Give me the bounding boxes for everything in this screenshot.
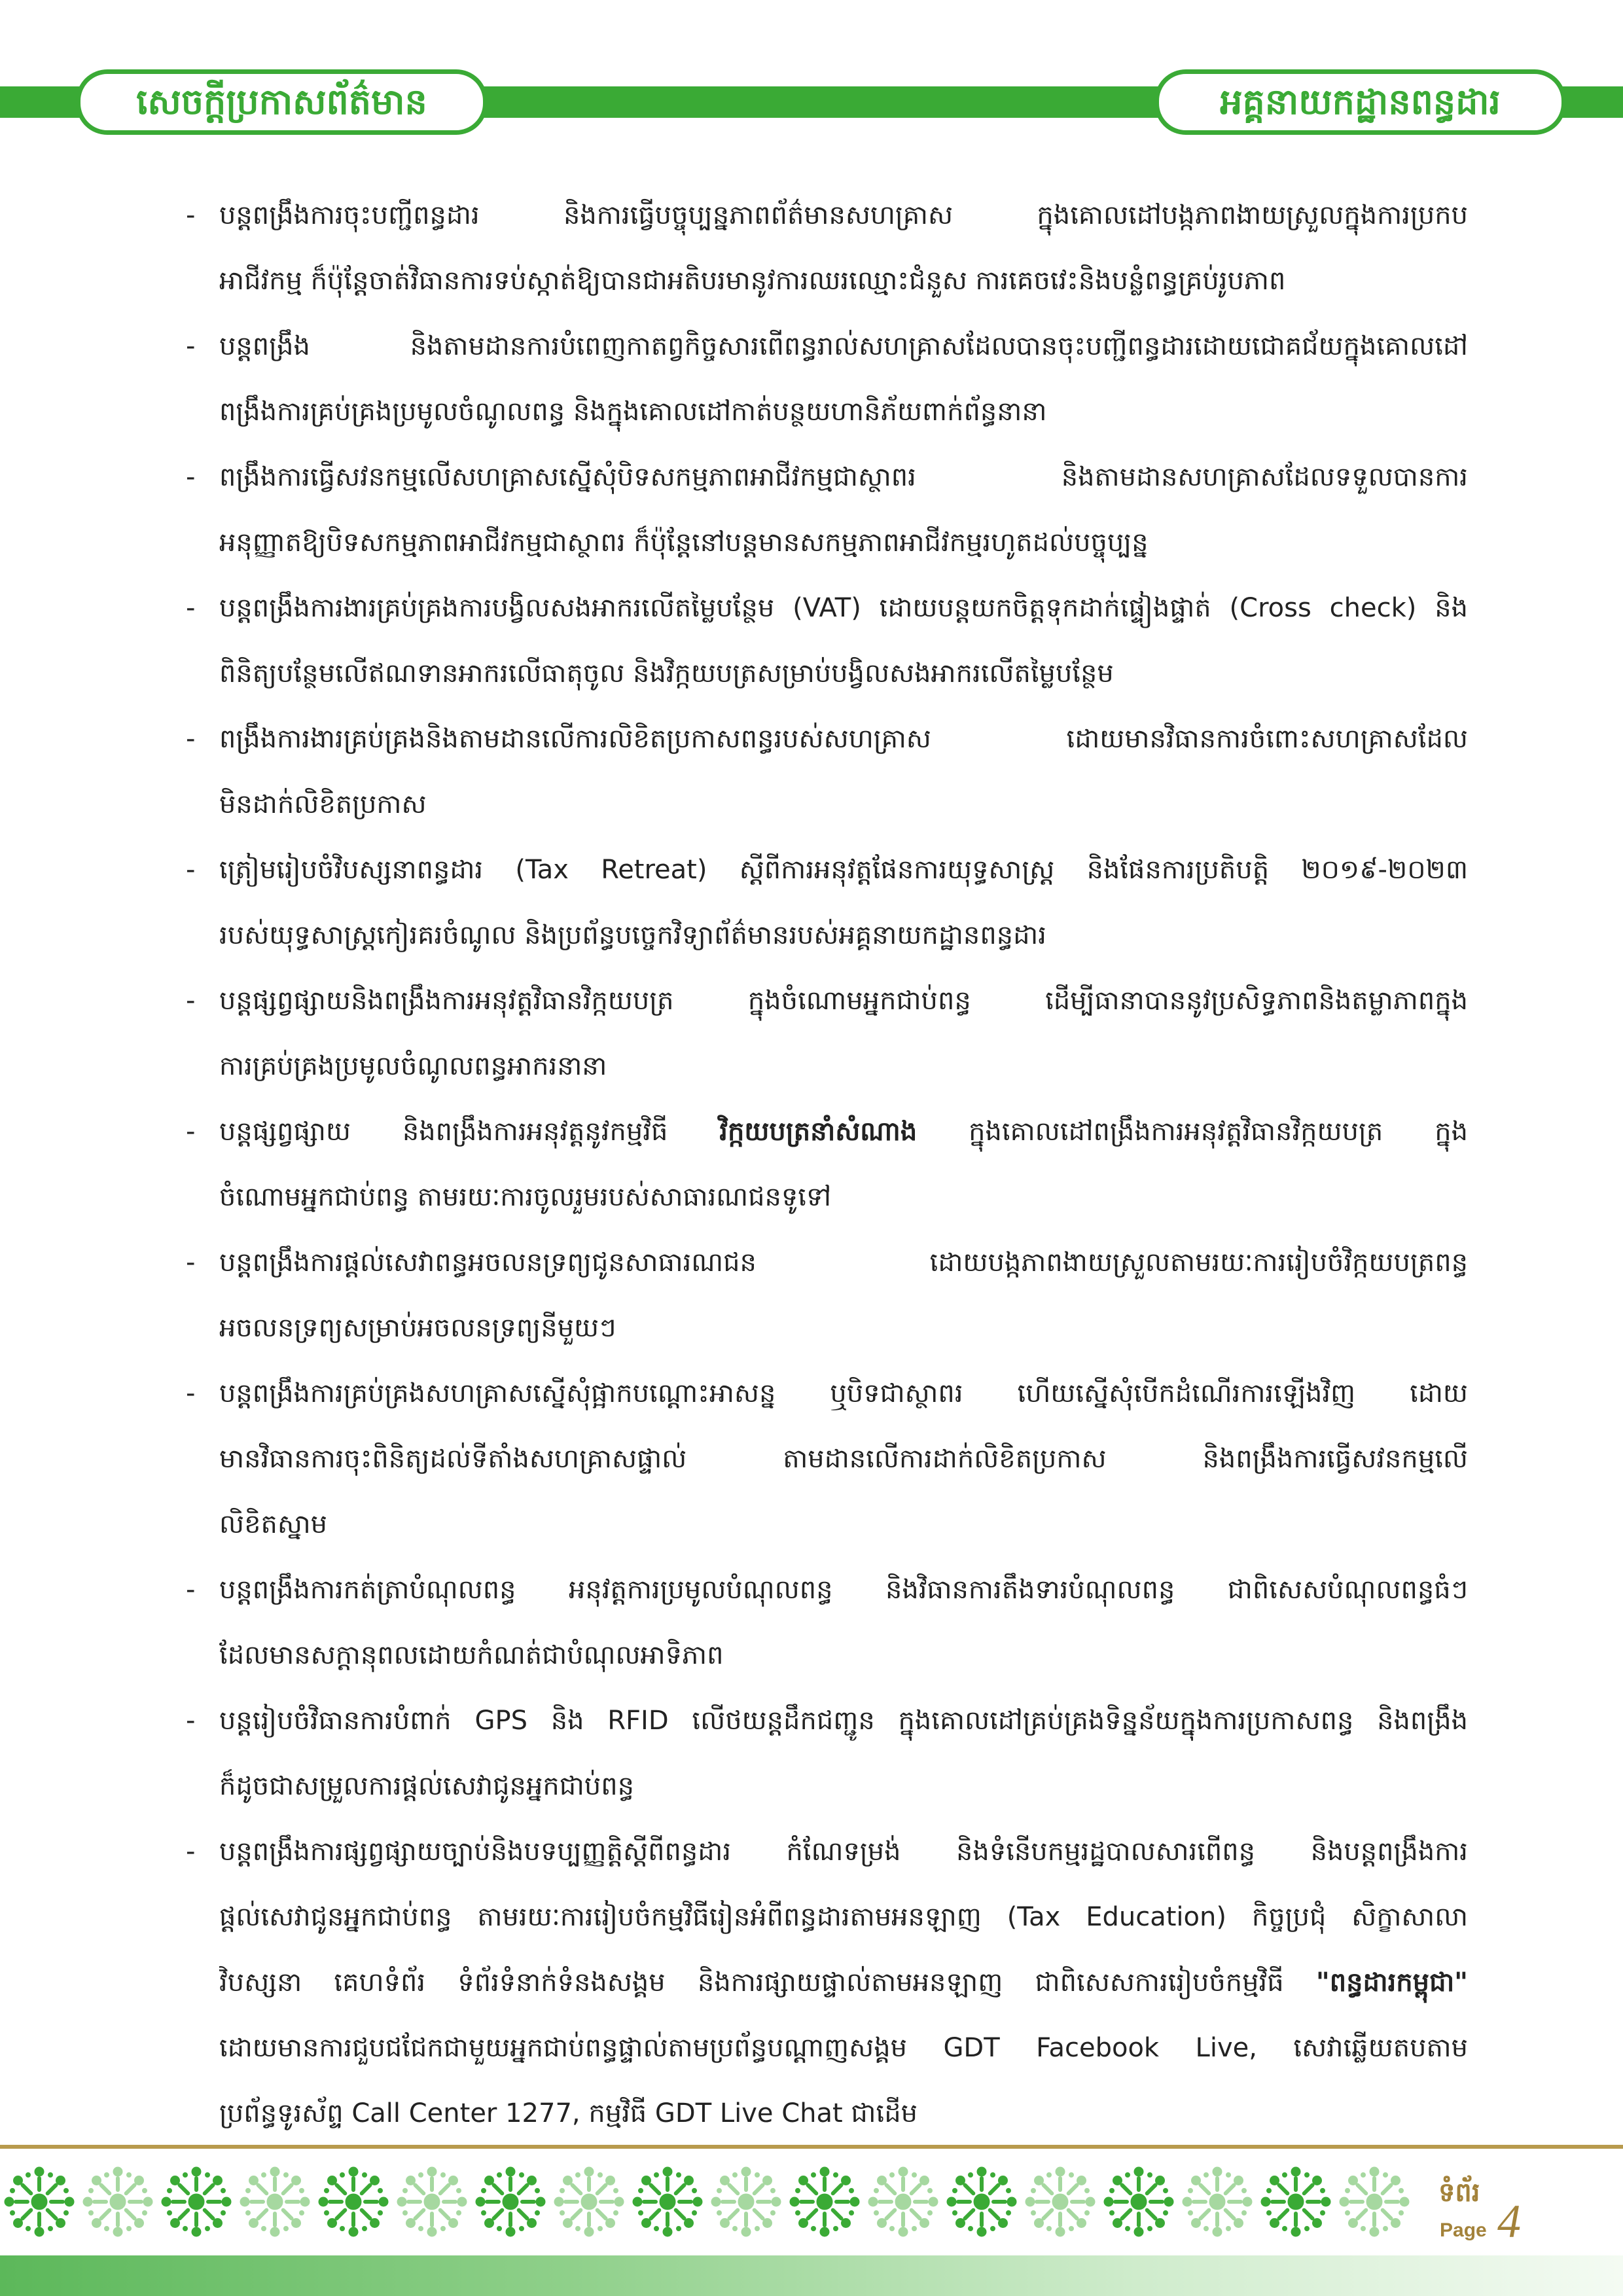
item-line: ផ្តល់សេវាជូនអ្នកជាប់ពន្ធ តាមរយៈការរៀបចំកម្មវិធីរៀនអំពីពន្ធដារតាមអនឡាញ (Tax Education) កិច្ចប្រជុំ សិក្ខាសាលា bbox=[219, 1902, 1468, 1932]
item-line: ត្រៀមរៀបចំវិបស្សនាពន្ធដារ (Tax Retreat) ស្តីពីការអនុវត្តផែនការយុទ្ធសាស្ត្រ និងផែនការប្រតិបត្តិ ២០១៩-២០២៣ bbox=[219, 855, 1468, 885]
list-item bbox=[186, 706, 1468, 837]
list-item bbox=[186, 1230, 1468, 1361]
bullet-marker: - bbox=[186, 1837, 196, 1867]
item-line: ពង្រឹងការងារគ្រប់គ្រងនិងតាមដានលើការលិខិតប្រកាសពន្ធរបស់សហគ្រាស ដោយមានវិធានការចំពោះសហគ្រាសដែល bbox=[219, 724, 1468, 754]
item-line: បន្តពង្រឹងការផ្សព្វផ្សាយច្បាប់និងបទប្បញ្ញត្តិស្តីពីពន្ធដារ កំណែទម្រង់ និងទំនើបកម្មរដ្ឋបាលសារពើពន្ធ និងបន្តពង្រឹងការ bbox=[219, 1837, 1468, 1867]
footer-gradient-band bbox=[0, 2255, 1623, 2296]
page-label-en: Page bbox=[1440, 2219, 1487, 2241]
item-line: ពង្រឹងការធ្វើសវនកម្មលើសហគ្រាសស្នើសុំបិទសកម្មភាពអាជីវកម្មជាស្ថាពរ និងតាមដានសហគ្រាសដែលទទួលបានការ bbox=[219, 462, 1468, 492]
bullet-marker: - bbox=[186, 1247, 196, 1278]
item-line: បន្តរៀបចំវិធានការបំពាក់ GPS និង RFID លើថយន្តដឹកជញ្ជូន ក្នុងគោលដៅគ្រប់គ្រងទិន្នន័យក្នុងការប្រកាសពន្ធ និងពង្រឹង bbox=[219, 1706, 1468, 1736]
item-line: បន្តពង្រឹងការកត់ត្រាបំណុលពន្ធ អនុវត្តការប្រមូលបំណុលពន្ធ និងវិធានការតឹងទារបំណុលពន្ធ ជាពិសេសបំណុលពន្ធធំៗ bbox=[219, 1575, 1468, 1605]
list-item bbox=[186, 968, 1468, 1099]
item-line: បន្តពង្រឹងការគ្រប់គ្រងសហគ្រាសស្នើសុំផ្អាកបណ្តោះអាសន្ន ឬបិទជាស្ថាពរ ហើយស្នើសុំបើកដំណើរការឡើងវិញ ដោយ bbox=[219, 1378, 1468, 1408]
item-line: លិខិតស្នាម bbox=[219, 1509, 328, 1539]
item-line: ពង្រឹងការគ្រប់គ្រងប្រមូលចំណូលពន្ធ និងក្នុងគោលដៅកាត់បន្ថយហានិភ័យពាក់ព័ន្ធនានា bbox=[219, 397, 1047, 427]
line-text: បន្តផ្សព្វផ្សាយ និងពង្រឹងការអនុវត្តនូវកម្មវិធី bbox=[219, 1117, 720, 1147]
list-item bbox=[186, 1361, 1468, 1557]
item-line: បន្តផ្សព្វផ្សាយនិងពង្រឹងការអនុវត្តវិធានវិក្កយបត្រ ក្នុងចំណោមអ្នកជាប់ពន្ធ ដើម្បីធានាបាននូវប្រសិទ្ធភាពនិងតម្លាភាពក្នុង bbox=[219, 986, 1468, 1016]
list-item bbox=[186, 1819, 1468, 2146]
item-line: ចំណោមអ្នកជាប់ពន្ធ តាមរយៈការចូលរួមរបស់សាធារណជនទូទៅ bbox=[219, 1182, 832, 1212]
content-list bbox=[186, 183, 1468, 2146]
line-text: វិបស្សនា គេហទំព័រ ទំព័រទំនាក់ទំនងសង្គម និងការផ្សាយផ្ទាល់តាមអនឡាញ ជាពិសេសការរៀបចំកម្មវិធី bbox=[219, 1967, 1316, 1998]
item-line: ដោយមានការជួបជជែកជាមួយអ្នកជាប់ពន្ធផ្ទាល់តាមប្រព័ន្ធបណ្តាញសង្គម GDT Facebook Live, សេវាឆ្លើយតបតាម bbox=[219, 2033, 1468, 2063]
header-right-title: អគ្គនាយកដ្ឋានពន្ធដារ bbox=[1220, 81, 1501, 122]
bullet-marker: - bbox=[186, 724, 196, 754]
line-text: ក្នុងគោលដៅពង្រឹងការអនុវត្តវិធានវិក្កយបត្រ ក្នុង bbox=[917, 1117, 1468, 1147]
emphasis-text: វិក្កយបត្រនាំសំណាង bbox=[719, 1117, 918, 1147]
bullet-marker: - bbox=[186, 593, 196, 623]
ornament-border bbox=[0, 2162, 1414, 2241]
bullet-marker: - bbox=[186, 1575, 196, 1605]
page-label-km: ទំព័រ bbox=[1438, 2178, 1480, 2208]
item-line: អាជីវកម្ម ក៏ប៉ុន្តែចាត់វិធានការទប់ស្កាត់ឱ្យបានជាអតិបរមានូវការឈរឈ្មោះជំនួស ការគេចវេះនិងបន្លំពន្ធគ្រប់រូបភាព bbox=[219, 266, 1286, 296]
bullet-marker: - bbox=[186, 986, 196, 1016]
bullet-marker: - bbox=[186, 1706, 196, 1736]
item-line bbox=[219, 1099, 1468, 1164]
bullet-marker: - bbox=[186, 462, 196, 492]
bullet-marker: - bbox=[186, 1378, 196, 1408]
header-left-title: សេចក្តីប្រកាសព័ត៌មាន bbox=[136, 81, 427, 122]
item-line: អនុញ្ញាតឱ្យបិទសកម្មភាពអាជីវកម្មជាស្ថាពរ ក៏ប៉ុន្តែនៅបន្តមានសកម្មភាពអាជីវកម្មរហូតដល់បច្ចុប្បន្ន bbox=[219, 528, 1149, 558]
item-line: ដែលមានសក្តានុពលដោយកំណត់ជាបំណុលអាទិភាព bbox=[219, 1640, 724, 1670]
list-item bbox=[186, 183, 1468, 314]
list-item bbox=[186, 314, 1468, 444]
bullet-marker: - bbox=[186, 855, 196, 885]
bullet-marker: - bbox=[186, 200, 196, 230]
item-line: របស់យុទ្ធសាស្ត្រកៀរគរចំណូល និងប្រព័ន្ធបច្ចេកវិទ្យាព័ត៌មានរបស់អគ្គនាយកដ្ឋានពន្ធដារ bbox=[219, 920, 1046, 950]
list-item bbox=[186, 1557, 1468, 1688]
item-line: បន្តពង្រឹង និងតាមដានការបំពេញកាតព្វកិច្ចសារពើពន្ធរាល់សហគ្រាសដែលបានចុះបញ្ជីពន្ធដារដោយជោគជ័យក្នុងគោលដៅ bbox=[219, 331, 1468, 361]
item-line: បន្តពង្រឹងការងារគ្រប់គ្រងការបង្វិលសងអាករលើតម្លៃបន្ថែម (VAT) ដោយបន្តយកចិត្តទុកដាក់ផ្ទៀងផ្ទាត់ (Cross check) និង bbox=[219, 593, 1468, 623]
item-line: ប្រព័ន្ធទូរស័ព្ទ Call Center 1277, កម្មវិធី GDT Live Chat ជាដើម bbox=[219, 2098, 918, 2128]
item-line: បន្តពង្រឹងការផ្តល់សេវាពន្ធអចលនទ្រព្យជូនសាធារណជន ដោយបង្កភាពងាយស្រួលតាមរយៈការរៀបចំវិក្កយបត្រពន្ធ bbox=[219, 1247, 1468, 1278]
item-line: អចលនទ្រព្យសម្រាប់អចលនទ្រព្យនីមួយៗ bbox=[219, 1313, 616, 1343]
item-line: មិនដាក់លិខិតប្រកាស bbox=[219, 789, 427, 819]
footer-rule bbox=[0, 2145, 1623, 2149]
header-left-tab bbox=[76, 69, 488, 135]
page-number: 4 bbox=[1497, 2195, 1521, 2248]
list-item bbox=[186, 575, 1468, 706]
item-line: ការគ្រប់គ្រងប្រមូលចំណូលពន្ធអាករនានា bbox=[219, 1051, 607, 1081]
item-line: ក៏ដូចជាសម្រួលការផ្តល់សេវាជូនអ្នកជាប់ពន្ធ bbox=[219, 1771, 634, 1801]
emphasis-text: "ពន្ធដារកម្ពុជា" bbox=[1315, 1967, 1468, 1998]
item-line: ពិនិត្យបន្ថែមលើឥណទានអាករលើធាតុចូល និងវិក្កយបត្រសម្រាប់បង្វិលសងអាករលើតម្លៃបន្ថែម bbox=[219, 658, 1114, 689]
list-item bbox=[186, 1099, 1468, 1230]
item-line bbox=[219, 1950, 1468, 2015]
bullet-marker: - bbox=[186, 1117, 196, 1147]
list-item bbox=[186, 1688, 1468, 1819]
item-line: បន្តពង្រឹងការចុះបញ្ជីពន្ធដារ និងការធ្វើបច្ចុប្បន្នភាពព័ត៌មានសហគ្រាស ក្នុងគោលដៅបង្កភាពងាយស្រួលក្នុងការប្រកប bbox=[219, 200, 1468, 230]
item-line: មានវិធានការចុះពិនិត្យដល់ទីតាំងសហគ្រាសផ្ទាល់ តាមដានលើការដាក់លិខិតប្រកាស និងពង្រឹងការធ្វើសវនកម្មលើ bbox=[219, 1444, 1468, 1474]
list-item bbox=[186, 837, 1468, 968]
header-right-tab bbox=[1154, 69, 1566, 135]
list-item bbox=[186, 444, 1468, 575]
bullet-marker: - bbox=[186, 331, 196, 361]
